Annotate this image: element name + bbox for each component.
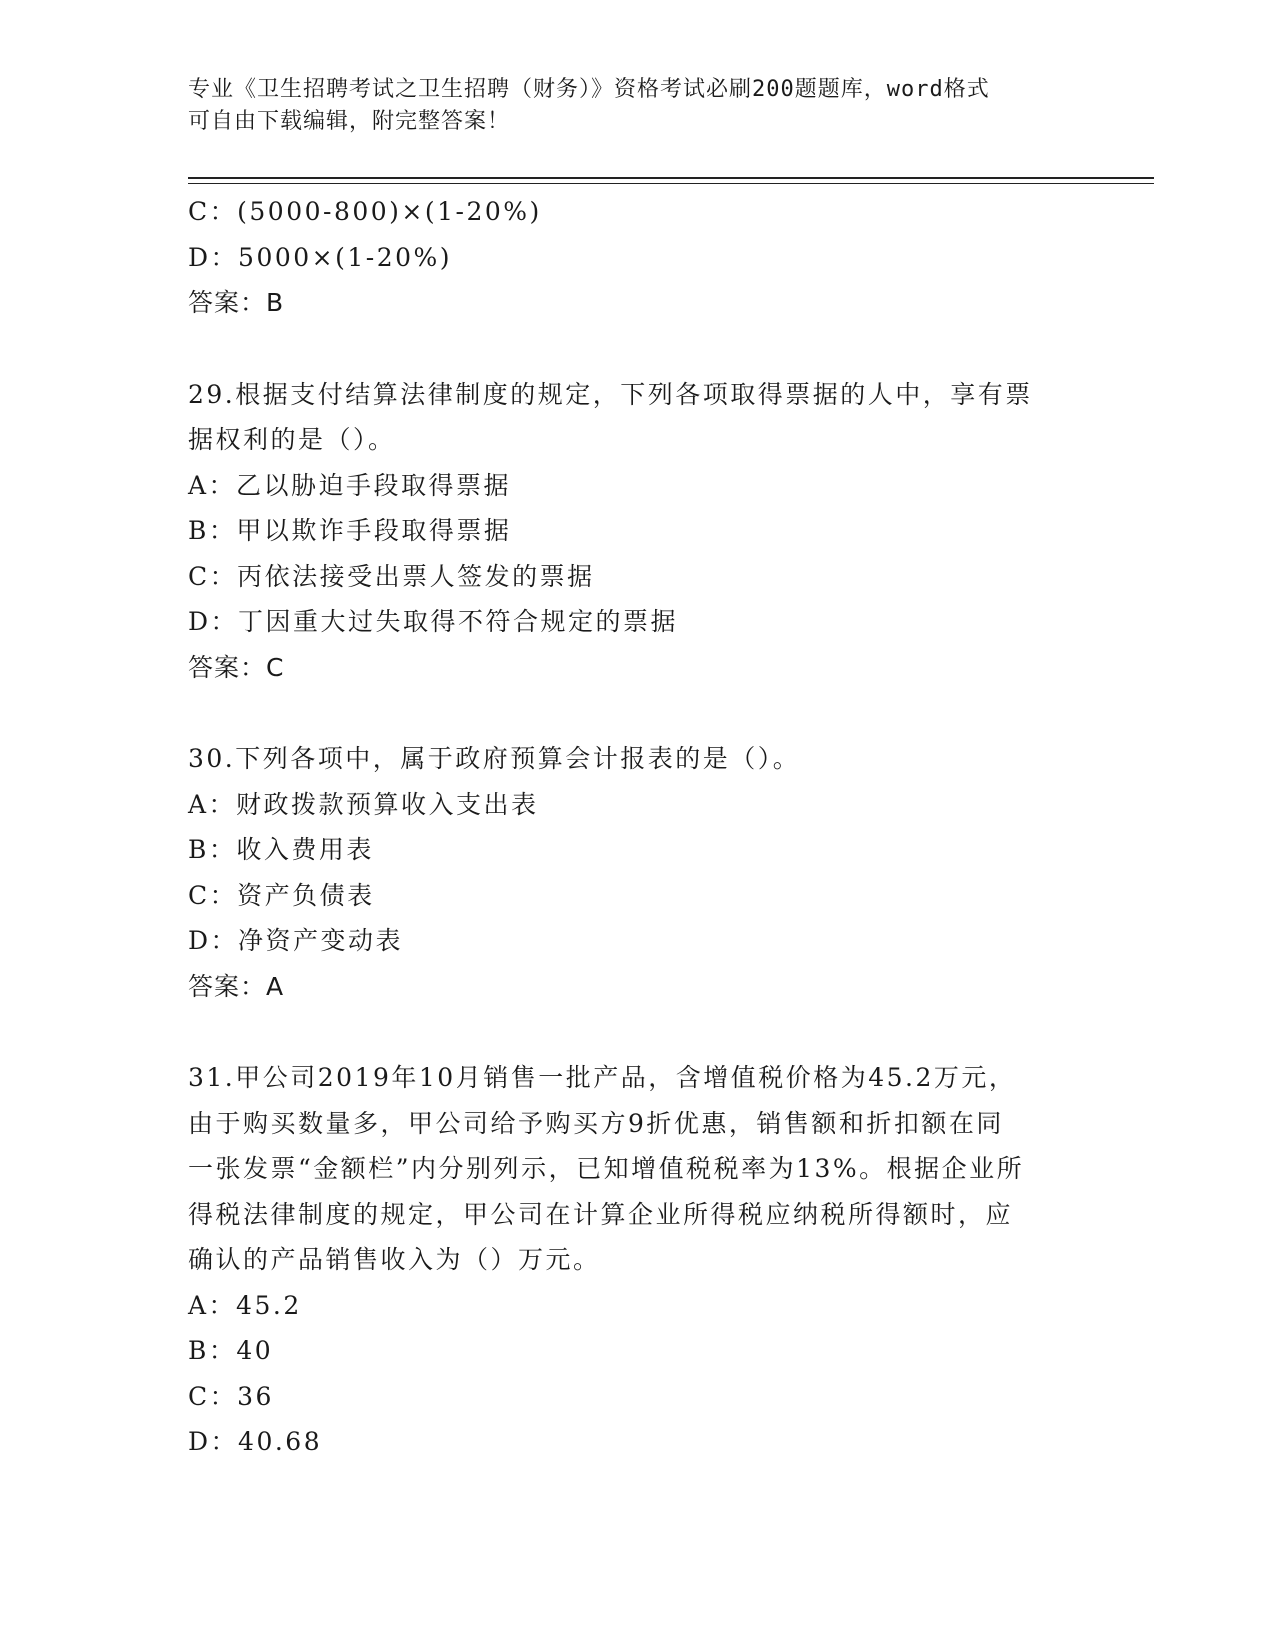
- question-30: [188, 736, 1088, 1009]
- question-text: 30.下列各项中，属于政府预算会计报表的是（）。: [188, 744, 801, 773]
- option-a: A：45.2: [188, 1290, 302, 1320]
- option-c: C：36: [188, 1381, 274, 1411]
- question-text: 31.甲公司2019年10月销售一批产品，含增值税价格为45.2万元，: [188, 1063, 1017, 1092]
- header-line-2: 可自由下载编辑，附完整答案！: [188, 109, 511, 134]
- option-d: D：净资产变动表: [188, 926, 404, 955]
- option-a: A：财政拨款预算收入支出表: [188, 789, 539, 819]
- answer: 答案：B: [188, 288, 285, 317]
- option-b: B：甲以欺诈手段取得票据: [188, 516, 512, 545]
- answer: 答案：C: [188, 652, 285, 682]
- header-divider-thick: [188, 177, 1154, 179]
- question-text: 一张发票“金额栏”内分别列示，已知增值税税率为13%。根据企业所: [188, 1154, 1025, 1183]
- question-31: [188, 1055, 1088, 1465]
- option-d: D：丁因重大过失取得不符合规定的票据: [188, 607, 679, 636]
- question-text: 29.根据支付结算法律制度的规定，下列各项取得票据的人中，享有票: [188, 379, 1033, 409]
- spacer: [188, 326, 1088, 372]
- question-28-tail: [188, 189, 1088, 326]
- spacer: [188, 1009, 1088, 1055]
- question-text: 确认的产品销售收入为（）万元。: [188, 1245, 601, 1274]
- option-a: A：乙以胁迫手段取得票据: [188, 470, 512, 500]
- header-line-1: 专业《卫生招聘考试之卫生招聘（财务）》资格考试必刷200题题库，word格式: [188, 77, 990, 102]
- option-c: C：丙依法接受出票人签发的票据: [188, 561, 595, 591]
- document-header: [188, 74, 1068, 138]
- option-d: D：5000×(1-20%): [188, 242, 453, 272]
- header-divider-thin: [188, 183, 1154, 184]
- answer: 答案：A: [188, 971, 285, 1001]
- spacer: [188, 690, 1088, 736]
- option-b: B：收入费用表: [188, 835, 374, 864]
- question-text: 据权利的是（）。: [188, 425, 396, 454]
- question-text: 由于购买数量多，甲公司给予购买方9折优惠，销售额和折扣额在同: [188, 1108, 1004, 1138]
- question-29: [188, 372, 1088, 691]
- option-c: C：资产负债表: [188, 880, 375, 910]
- option-b: B：40: [188, 1336, 274, 1365]
- option-d: D：40.68: [188, 1427, 323, 1456]
- option-c: C：(5000-800)×(1-20%): [188, 197, 542, 226]
- question-text: 得税法律制度的规定，甲公司在计算企业所得税应纳税所得额时，应: [188, 1199, 1014, 1229]
- question-list: [188, 189, 1088, 1465]
